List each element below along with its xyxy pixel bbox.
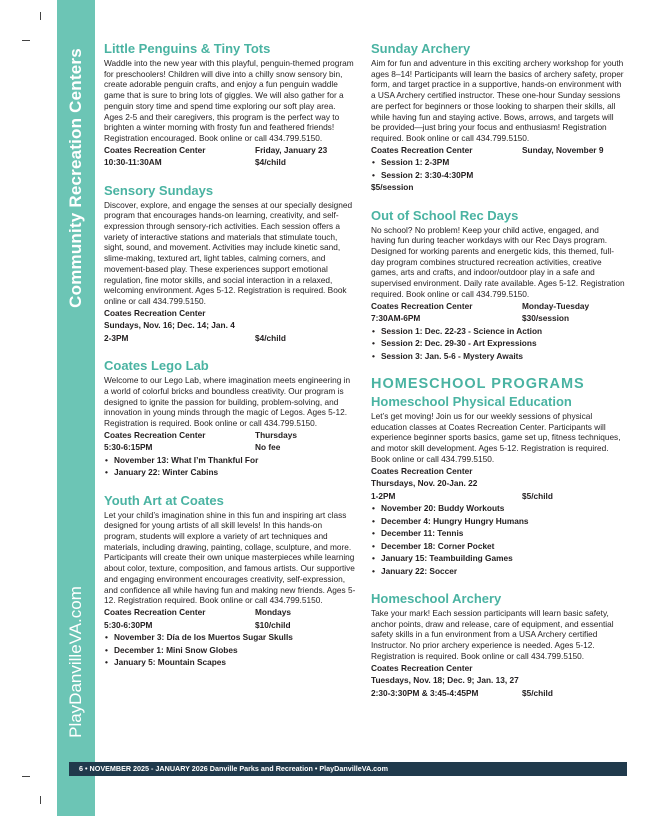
- date: Sunday, November 9: [522, 144, 604, 155]
- section-description: Take your mark! Each session participants will learn basic safety, anchor points, draw and release, care of equipment, and essential safety skills in a fun environment from a USA Archery certified Instructor. No prior archery experience is needed. Ages 5-12. Registration is required. Book online or call 434.799.5150.: [371, 608, 614, 661]
- location: Coates Recreation Center: [104, 307, 206, 318]
- info-row: [104, 156, 356, 169]
- fee: $4/child: [255, 332, 286, 343]
- section-title: Homeschool Physical Education: [371, 394, 572, 410]
- info-row: [104, 619, 356, 632]
- crop-mark: [22, 776, 30, 777]
- list-item: • December 4: Hungry Hungry Humans: [371, 515, 625, 528]
- info-row: [104, 606, 356, 619]
- list-item: • Session 2: Dec. 29-30 - Art Expressions: [371, 337, 625, 350]
- list-item: • November 3: Día de los Muertos Sugar Skulls: [104, 631, 356, 644]
- section-title: Coates Lego Lab: [104, 358, 209, 374]
- section-title: Homeschool Archery: [371, 591, 502, 607]
- session-list: [371, 502, 625, 577]
- date: Friday, January 23: [255, 144, 328, 155]
- page-number: 6: [79, 764, 83, 773]
- list-item: • January 15: Teambuilding Games: [371, 552, 625, 565]
- time: 10:30-11:30AM: [104, 157, 162, 168]
- info-row: [104, 441, 356, 454]
- footer-bar: [69, 762, 627, 776]
- sidebar-website[interactable]: PlayDanvilleVA.com: [66, 586, 85, 738]
- crop-mark: [40, 12, 41, 20]
- location: Coates Recreation Center: [104, 607, 206, 617]
- homeschool-archery-section: [371, 590, 625, 699]
- list-item: • December 18: Corner Pocket: [371, 540, 625, 553]
- fee: $30/session: [522, 313, 570, 324]
- location: Coates Recreation Center: [371, 465, 473, 476]
- youth-art-section: [104, 492, 356, 669]
- info-row: [371, 490, 625, 503]
- time: 2-3PM: [104, 332, 129, 343]
- list-item: • Session 2: 3:30-4:30PM: [371, 169, 625, 182]
- crop-mark: [40, 796, 41, 804]
- dates: Tuesdays, Nov. 18; Dec. 9; Jan. 13, 27: [371, 675, 519, 686]
- location: Coates Recreation Center: [371, 300, 473, 311]
- list-item: • December 11: Tennis: [371, 527, 625, 540]
- footer-org: Danville Parks and Recreation: [209, 764, 313, 773]
- fee: No fee: [255, 442, 281, 453]
- info-row: [371, 687, 625, 700]
- section-description: Discover, explore, and engage the senses at our specially designed program that encourages hands-on learning, creativity, and self-expression through sensory-rich activities. Each session offers a variety of interactive stations and materials that stimulate touch, sight, sound, and movement. Activities may include kinetic sand, slime-making, textured art, light tables, calming corners, and movement-based play. These experiences support emotional regulation, fine motor skills, and social interaction in a relaxed, welcoming environment. Ages 5-12. Registration is required. Book online or call 434.799.5150.: [104, 199, 353, 306]
- time: 1-2PM: [371, 490, 396, 501]
- day: Mondays: [255, 607, 291, 617]
- homeschool-section: [371, 375, 625, 577]
- dates: Thursdays, Nov. 20-Jan. 22: [371, 478, 478, 489]
- info-row: [371, 312, 625, 325]
- days: Monday-Tuesday: [522, 300, 590, 311]
- session-list: [104, 454, 356, 479]
- section-title: Sunday Archery: [371, 41, 471, 56]
- left-column: [104, 40, 356, 682]
- list-item: • Session 1: 2-3PM: [371, 156, 625, 169]
- session-list: [371, 325, 625, 363]
- footer-separator: •: [314, 764, 318, 773]
- fee: $5/child: [522, 687, 553, 698]
- crop-mark: [22, 40, 30, 41]
- list-item: • January 22: Winter Cabins: [104, 466, 356, 479]
- footer-site[interactable]: PlayDanvilleVA.com: [319, 764, 388, 773]
- sunday-archery-section: [371, 40, 625, 194]
- info-row: [371, 300, 625, 313]
- info-row: [104, 429, 356, 442]
- section-description: Waddle into the new year with this playful, penguin-themed program for preschoolers! Children will dive into a chilly snow sensory bin, create adorable penguin crafts, and enjoy a fun penguin waddle game that is sure to bring lots of giggles. We will also gather for a penguin story time and spend time exploring our soft play area. Ages 2-5 and their caregivers, this program is the perfect way to brighten a winter morning with frosty fun and feathered friends! Registration encouraged. Book online or call 434.799.5150.: [104, 58, 354, 143]
- location: Coates Recreation Center: [371, 144, 473, 155]
- section-title: Youth Art at Coates: [104, 492, 224, 508]
- time: 5:30-6:30PM: [104, 619, 153, 630]
- section-description: No school? No problem! Keep your child active, engaged, and having fun during teacher workdays with our Rec Days program. Designed for working parents and energetic kids, this themed, full-day program combines structured recreation activities, creative games, arts and crafts, and indoor/outdoor play in a safe and supervised environment. Daily rate available. Ages 5-12. Registration required. Book online or call 434.799.5150.: [371, 224, 625, 299]
- section-description: Let your child’s imagination shine in this fun and inspiring art class designed for young artists of all skill levels! In this hands-on program, students will explore a variety of art techniques and materials, including drawing, painting, collage, sculpture, and more. Participants will create their own unique masterpieces while learning about color, texture, composition, and famous artists. Our supportive and engaging environment encourages creativity, self-expression, and confidence all while having fun and making new friends. Ages 5-12. Registration required. Book online or call 434.799.5150.: [104, 509, 356, 606]
- fee: $10/child: [255, 619, 291, 630]
- info-row: [371, 144, 625, 157]
- fee: $4/child: [255, 157, 286, 168]
- section-title: Out of School Rec Days: [371, 207, 519, 223]
- list-item: • January 22: Soccer: [371, 565, 625, 578]
- list-item: • Session 1: Dec. 22-23 - Science in Action: [371, 325, 625, 338]
- location: Coates Recreation Center: [104, 144, 206, 155]
- time: 2:30-3:30PM & 3:45-4:45PM: [371, 687, 479, 698]
- sidebar-title: Community Recreation Centers: [66, 48, 85, 308]
- out-of-school-section: [371, 207, 625, 362]
- dates: Sundays, Nov. 16; Dec. 14; Jan. 4: [104, 320, 235, 331]
- fee: $5/session: [371, 182, 414, 193]
- session-list: [104, 631, 356, 669]
- location: Coates Recreation Center: [104, 429, 206, 440]
- location: Coates Recreation Center: [371, 662, 473, 673]
- lego-lab-section: [104, 357, 356, 479]
- fee: $5/child: [522, 490, 553, 501]
- footer-separator: •: [85, 764, 88, 773]
- homeschool-heading: HOMESCHOOL PROGRAMS: [371, 376, 585, 393]
- little-penguins-section: [104, 40, 356, 169]
- right-column: [371, 40, 625, 712]
- session-list: [371, 156, 625, 181]
- list-item: • November 13: What I’m Thankful For: [104, 454, 356, 467]
- footer-dates: NOVEMBER 2025 - JANUARY 2026: [89, 764, 208, 773]
- info-row: [104, 144, 356, 157]
- section-description: Welcome to our Lego Lab, where imagination meets engineering in a world of colorful bricks and boundless creativity. Our program is designed to ignite the passion for building, problem-solving, and innovation in young minds through the magic of Legos. Ages 5-12. Registration is required. Book online or call 434.799.5150.: [104, 375, 351, 428]
- time: 5:30-6:15PM: [104, 442, 153, 453]
- list-item: • December 1: Mini Snow Globes: [104, 644, 356, 657]
- section-title: Little Penguins & Tiny Tots: [104, 41, 271, 56]
- section-description: Aim for fun and adventure in this exciting archery workshop for youth ages 8–14! Participants will learn the basics of archery safety, proper form, and target practice in a supportive, hands-on environment with a USA Archery certified instructor. These one-hour Sunday sessions are perfect for beginners or those looking to sharpen their skills, all while having fun and staying active. Bows, arrows, and targets will be provided—just bring your focus and enthusiasm! Registration required. Book online or call 434.799.5150.: [371, 58, 624, 143]
- sensory-sundays-section: [104, 182, 356, 345]
- list-item: • Session 3: Jan. 5-6 - Mystery Awaits: [371, 350, 625, 363]
- list-item: • January 5: Mountain Scapes: [104, 656, 356, 669]
- info-row: [104, 332, 356, 345]
- list-item: • November 20: Buddy Workouts: [371, 502, 625, 515]
- section-description: Let’s get moving! Join us for our weekly sessions of physical education classes at Coates Recreation Center. Participants will experience beginner sports basics, game set up, fitness techniques, and motor skill development. Ages 5-12. Registration is required. Book online or call 434.799.5150.: [371, 411, 621, 464]
- day: Thursdays: [255, 429, 297, 440]
- section-title: Sensory Sundays: [104, 182, 214, 198]
- time: 7:30AM-6PM: [371, 313, 421, 324]
